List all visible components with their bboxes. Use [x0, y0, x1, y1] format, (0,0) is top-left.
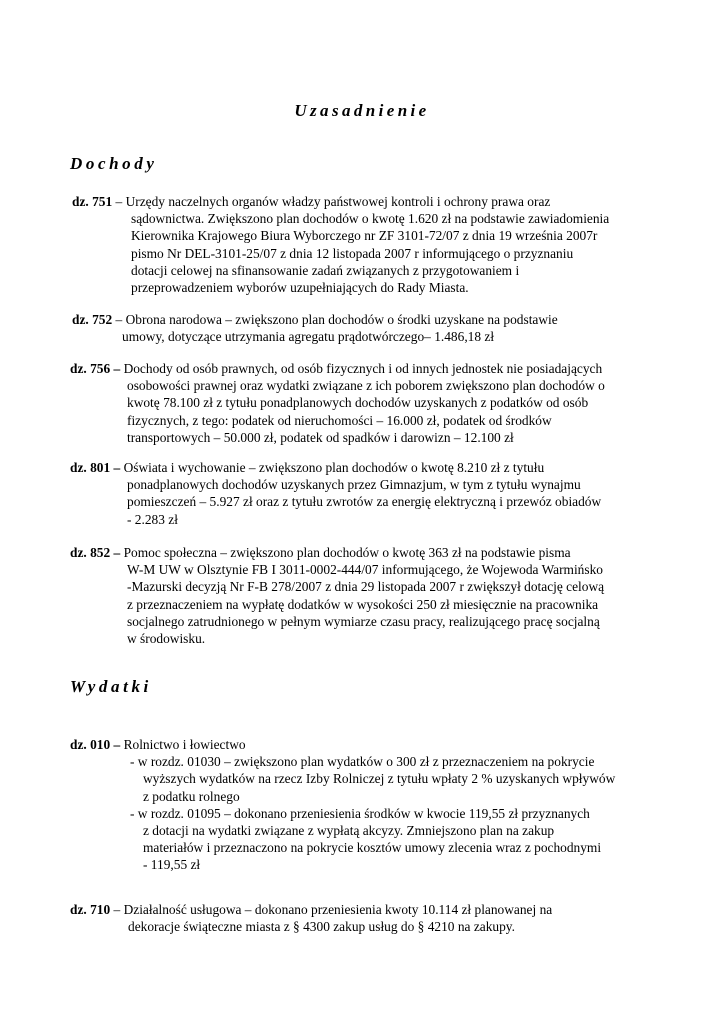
entry-first-line: dz. 010 – Rolnictwo i łowiectwo [70, 737, 246, 752]
entry-line: materiałów i przeznaczono na pokrycie kosztów umowy zlecenia wraz z pochodnymi [143, 840, 602, 856]
entry-line: W-M UW w Olsztynie FB I 3011-0002-444/07 informującego, że Wojewoda Warmińsko [127, 562, 603, 578]
entry-first-line: dz. 756 – Dochody od osób prawnych, od osób fizycznych i od innych jednostek nie posiadających [70, 361, 603, 376]
entry-line: Kierownika Krajowego Biura Wyborczego nr ZF 3101-72/07 z dnia 19 września 2007r [131, 228, 598, 244]
wydatki-heading: Wydatki [70, 677, 152, 696]
entry-line: z dotacji na wydatki związane z wypłatą akcyzy. Zmniejszono plan na zakup [143, 823, 555, 839]
entry-first-line: dz. 852 – Pomoc społeczna – zwiększono plan dochodów o kwotę 363 zł na podstawie pisma [70, 545, 571, 560]
entry-line: z przeznaczeniem na wypłatę dodatków w wysokości 250 zł miesięcznie na pracownika [127, 596, 599, 612]
entry-first-line: dz. 752 – Obrona narodowa – zwiększono plan dochodów o środki uzyskane na podstawie [72, 312, 558, 327]
entry-line: pomieszczeń – 5.927 zł oraz z tytułu zwrotów za energię elektryczną i przewóz obiadów [127, 494, 602, 510]
entry-line: - w rozdz. 01095 – dokonano przeniesienia środków w kwocie 119,55 zł przyznanych [130, 805, 590, 821]
dochody-heading: Dochody [70, 154, 158, 173]
entry-line: - w rozdz. 01030 – zwiększono plan wydatków o 300 zł z przeznaczeniem na pokrycie [130, 754, 595, 770]
entry-first-line: dz. 801 – Oświata i wychowanie – zwiększono plan dochodów o kwotę 8.210 zł z tytułu [70, 460, 545, 475]
entry-line: dekoracje świąteczne miasta z § 4300 zakup usług do § 4210 na zakupy. [128, 919, 515, 935]
entry-line: umowy, dotyczące utrzymania agregatu prądotwórczego– 1.486,18 zł [122, 329, 495, 345]
entry-line: dotacji celowej na sfinansowanie zadań związanych z przygotowaniem i [131, 262, 520, 278]
entry-first-line: dz. 710 – Działalność usługowa – dokonano przeniesienia kwoty 10.114 zł planowanej na [70, 902, 553, 917]
entry-line: ponadplanowych dochodów uzyskanych przez Gimnazjum, w tym z tytułu wynajmu [127, 477, 581, 493]
entry-code: dz. 710 [70, 902, 111, 917]
income-entry-801 [70, 459, 601, 528]
income-entry-751 [72, 193, 609, 296]
entry-code: dz. 752 [72, 312, 113, 327]
entry-line: osobowości prawnej oraz wydatki związane z ich poborem zwiększono plan dochodów o [127, 378, 605, 394]
entry-line: pismo Nr DEL-3101-25/07 z dnia 12 listopada 2007 r informującego o przyznaniu [131, 245, 574, 261]
entry-line: - 2.283 zł [127, 511, 178, 527]
subsection-01095 [130, 805, 615, 874]
entry-line: - 119,55 zł [143, 857, 201, 873]
entry-line: z podatku rolnego [143, 788, 240, 804]
entry-line: -Mazurski decyzją Nr F-B 278/2007 z dnia 29 listopada 2007 r zwiększył dotację celową [127, 579, 605, 595]
entry-code: dz. 852 – [70, 545, 121, 560]
entry-line: kwotę 78.100 zł z tytułu ponadplanowych dochodów uzyskanych z podatków od osób [127, 395, 589, 411]
entry-line: sądownictwa. Zwiększono plan dochodów o kwotę 1.620 zł na podstawie zawiadomienia [131, 211, 610, 227]
entry-line: fizycznych, z tego: podatek od nieruchomości – 16.000 zł, podatek od środków [127, 412, 552, 428]
expense-entry-710 [70, 901, 552, 935]
entry-line: przeprowadzeniem wyborów uzupełniających do Rady Miasta. [131, 280, 469, 296]
entry-line: socjalnego zatrudnionego w pełnym wymiarze czasu pracy, realizującego pracę socjalną [127, 613, 600, 629]
page-title: Uzasadnienie [294, 101, 430, 120]
entry-line: wyższych wydatków na rzecz Izby Rolniczej z tytułu wpłaty 2 % uzyskanych wpływów [143, 771, 616, 787]
subsection-01030 [130, 753, 615, 805]
income-entry-852 [70, 544, 604, 647]
entry-code: dz. 801 – [70, 460, 121, 475]
income-entry-752 [72, 311, 558, 345]
entry-first-line: dz. 751 – Urzędy naczelnych organów władzy państwowej kontroli i ochrony prawa oraz [72, 194, 551, 209]
expense-entry-010 [70, 736, 615, 874]
entry-code: dz. 751 [72, 194, 113, 209]
income-entry-756 [70, 360, 605, 446]
entry-code: dz. 010 – [70, 737, 121, 752]
entry-line: w środowisku. [127, 631, 206, 647]
entry-code: dz. 756 – [70, 361, 121, 376]
entry-line: transportowych – 50.000 zł, podatek od spadków i darowizn – 12.100 zł [127, 429, 514, 445]
